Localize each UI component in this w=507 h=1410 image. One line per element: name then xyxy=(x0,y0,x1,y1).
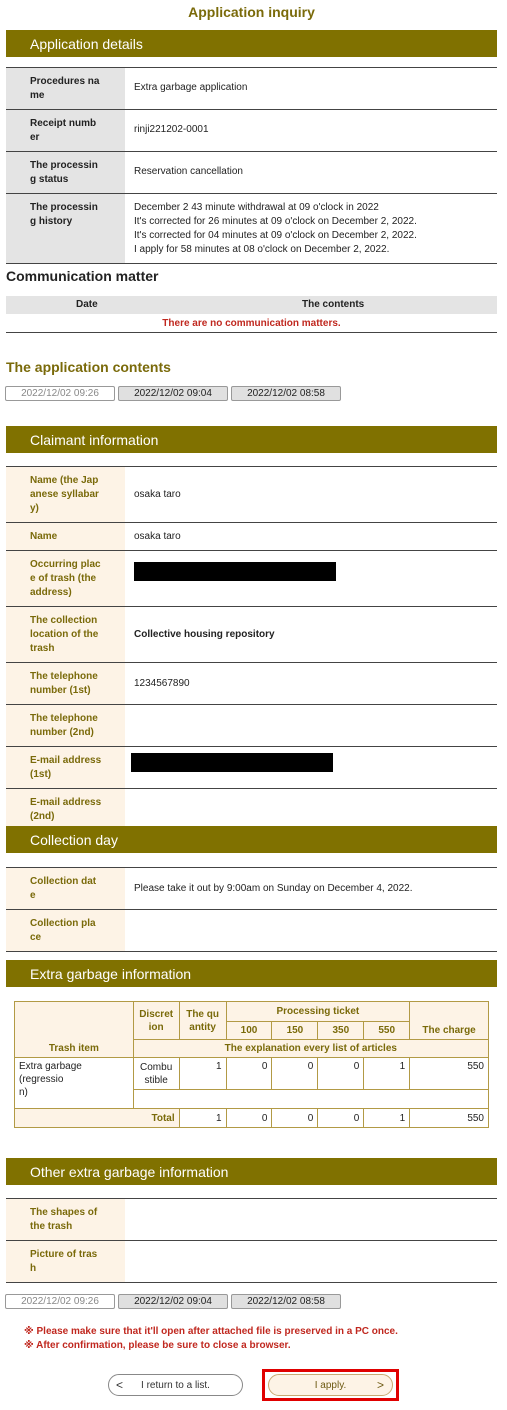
field-value: Extra garbage application xyxy=(125,68,497,110)
trash-item-cell: Extra garbage (regressio n) xyxy=(15,1058,134,1109)
table-row xyxy=(6,523,497,551)
explanation-cell xyxy=(133,1090,488,1109)
version-tab-2-bottom[interactable]: 2022/12/02 09:04 xyxy=(118,1294,228,1309)
chevron-right-icon: > xyxy=(376,1378,384,1392)
total-label: Total xyxy=(15,1109,180,1128)
field-label: E-mail address (1st) xyxy=(6,747,125,789)
apply-label: I apply. xyxy=(314,1380,347,1391)
field-value: rinji221202-0001 xyxy=(125,110,497,152)
column-header-quantity: The qu antity xyxy=(179,1002,226,1040)
collection-location-link[interactable]: Collective housing repository xyxy=(125,607,497,663)
column-header-ticket-100: 100 xyxy=(226,1022,272,1040)
table-row xyxy=(6,110,497,152)
column-header-discretion: Discret ion xyxy=(133,1002,179,1040)
processing-history: December 2 43 minute withdrawal at 09 o'clock in 2022 It's corrected for 26 minutes at 09 o'clock on December 2, 2022. It's corrected for 04 minutes at 09 o'clock on December 2, 2022. I apply for 58 minutes at 08 o'clock on December 2, 2022. xyxy=(125,194,497,264)
redacted-email xyxy=(125,747,497,789)
field-label: E-mail address (2nd) xyxy=(6,789,125,831)
total-ticket-150: 0 xyxy=(272,1109,318,1128)
redaction-block xyxy=(131,753,333,772)
table-row xyxy=(6,910,497,952)
other-extra-garbage-table xyxy=(6,1198,497,1283)
table-row xyxy=(6,868,497,910)
discretion-cell: Combu stible xyxy=(133,1058,179,1090)
application-contents-heading: The application contents xyxy=(6,359,171,375)
total-ticket-100: 0 xyxy=(226,1109,272,1128)
field-label: The shapes of the trash xyxy=(6,1199,125,1241)
redaction-block xyxy=(134,562,336,581)
table-row xyxy=(6,467,497,523)
total-quantity: 1 xyxy=(179,1109,226,1128)
ticket-550-cell: 1 xyxy=(364,1058,410,1090)
column-header-ticket-150: 150 xyxy=(272,1022,318,1040)
return-to-list-label: I return to a list. xyxy=(141,1380,210,1391)
no-communication-message: There are no communication matters. xyxy=(6,315,497,333)
field-label: The telephone number (1st) xyxy=(6,663,125,705)
version-tab-3[interactable]: 2022/12/02 08:58 xyxy=(231,386,341,401)
version-tab-current-bottom[interactable]: 2022/12/02 09:26 xyxy=(5,1294,115,1309)
table-row xyxy=(6,663,497,705)
table-row xyxy=(6,551,497,607)
field-label: Receipt numb er xyxy=(6,110,125,152)
collection-day-table xyxy=(6,867,497,952)
table-row xyxy=(6,789,497,831)
table-row xyxy=(6,194,497,264)
field-label: The telephone number (2nd) xyxy=(6,705,125,747)
claimant-table xyxy=(6,466,497,831)
extra-garbage-header: Extra garbage information xyxy=(6,960,497,987)
notice-line: ※ Please make sure that it'll open after attached file is preserved in a PC once. xyxy=(24,1326,398,1337)
charge-cell: 550 xyxy=(410,1058,489,1090)
field-value: 1234567890 xyxy=(125,663,497,705)
apply-button[interactable] xyxy=(268,1374,393,1396)
field-value xyxy=(125,789,497,831)
chevron-left-icon: < xyxy=(116,1378,124,1392)
field-label: Occurring plac e of trash (the address) xyxy=(6,551,125,607)
table-row xyxy=(6,68,497,110)
field-label: Procedures na me xyxy=(6,68,125,110)
column-header-contents: The contents xyxy=(302,299,365,310)
application-details-header: Application details xyxy=(6,30,497,57)
field-value xyxy=(125,1199,497,1241)
ticket-100-cell: 0 xyxy=(226,1058,272,1090)
column-header-trash-item: Trash item xyxy=(15,1002,134,1058)
field-value: osaka taro xyxy=(125,523,497,551)
notice-block xyxy=(24,1325,398,1353)
column-header-date: Date xyxy=(76,299,98,310)
table-row xyxy=(6,1199,497,1241)
field-label: Picture of tras h xyxy=(6,1241,125,1283)
column-header-ticket-550: 550 xyxy=(364,1022,410,1040)
redacted-address xyxy=(125,551,497,607)
notice-line: ※ After confirmation, please be sure to close a browser. xyxy=(24,1340,291,1351)
other-extra-garbage-header: Other extra garbage information xyxy=(6,1158,497,1185)
column-header-processing-ticket: Processing ticket xyxy=(226,1002,410,1022)
table-row xyxy=(6,607,497,663)
quantity-cell: 1 xyxy=(179,1058,226,1090)
field-label: Name (the Jap anese syllabar y) xyxy=(6,467,125,523)
column-header-ticket-350: 350 xyxy=(318,1022,364,1040)
ticket-150-cell: 0 xyxy=(272,1058,318,1090)
table-row xyxy=(6,152,497,194)
field-label: The processin g history xyxy=(6,194,125,264)
collection-date-value: Please take it out by 9:00am on Sunday on December 4, 2022. xyxy=(125,868,497,910)
field-value: osaka taro xyxy=(125,467,497,523)
field-label: Collection pla ce xyxy=(6,910,125,952)
application-details-table xyxy=(6,67,497,264)
version-tab-current[interactable]: 2022/12/02 09:26 xyxy=(5,386,115,401)
version-tab-2[interactable]: 2022/12/02 09:04 xyxy=(118,386,228,401)
column-header-charge: The charge xyxy=(410,1002,489,1040)
communication-heading: Communication matter xyxy=(6,268,159,284)
apply-button-highlight xyxy=(262,1369,399,1401)
extra-garbage-table xyxy=(14,1001,489,1128)
claimant-information-header: Claimant information xyxy=(6,426,497,453)
table-row xyxy=(6,705,497,747)
table-row xyxy=(15,1058,489,1090)
field-label: The processin g status xyxy=(6,152,125,194)
field-value: Reservation cancellation xyxy=(125,152,497,194)
total-ticket-350: 0 xyxy=(318,1109,364,1128)
field-value xyxy=(125,910,497,952)
field-value xyxy=(125,705,497,747)
column-header-explanation: The explanation every list of articles xyxy=(133,1040,488,1058)
total-charge: 550 xyxy=(410,1109,489,1128)
collection-day-header: Collection day xyxy=(6,826,497,853)
table-total-row xyxy=(15,1109,489,1128)
field-value xyxy=(125,1241,497,1283)
communication-table-header xyxy=(6,296,497,314)
page-title: Application inquiry xyxy=(188,4,315,20)
ticket-350-cell: 0 xyxy=(318,1058,364,1090)
field-label: Name xyxy=(6,523,125,551)
field-label: Collection dat e xyxy=(6,868,125,910)
table-row xyxy=(6,747,497,789)
return-to-list-button[interactable] xyxy=(108,1374,243,1396)
table-header-row xyxy=(15,1002,489,1022)
table-row xyxy=(6,1241,497,1283)
field-label: The collection location of the trash xyxy=(6,607,125,663)
total-ticket-550: 1 xyxy=(364,1109,410,1128)
version-tab-3-bottom[interactable]: 2022/12/02 08:58 xyxy=(231,1294,341,1309)
